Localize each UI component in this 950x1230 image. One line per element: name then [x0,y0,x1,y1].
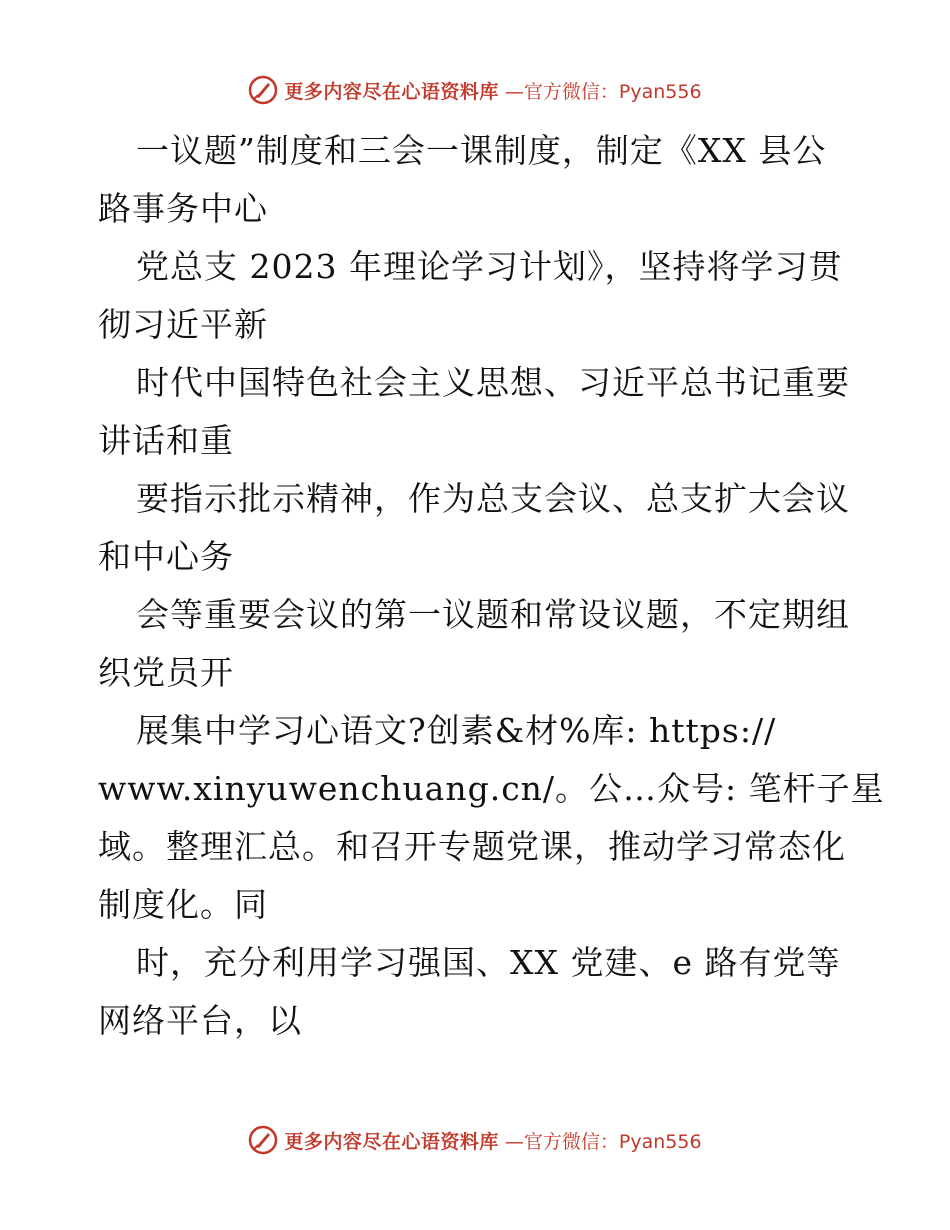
page-footer-watermark [0,1122,950,1158]
footer-promo-tail: —官方微信：Pyan556 [504,1130,702,1153]
text-line: 时，充分利用学习强国、XX 党建、e 路有党等 [136,943,841,982]
text-line: 展集中学习心语文?创素&材%库: https:// [136,711,777,750]
text-line: 讲话和重 [98,421,234,460]
header-promo-tail: —官方微信：Pyan556 [504,80,702,103]
text-line: www.xinyuwenchuang.cn/。公…众号: 笔杆子星 [98,769,885,808]
document-body [98,122,885,1050]
text-line: 网络平台，以 [98,1001,302,1040]
text-line: 和中心务 [98,537,234,576]
page-header-watermark [0,72,950,108]
text-line: 要指示批示精神，作为总支会议、总支扩大会议 [136,479,850,518]
text-line: 彻习近平新 [98,305,268,344]
quill-logo-icon [248,75,278,105]
quill-logo-icon [248,1125,278,1155]
text-line: 时代中国特色社会主义思想、习近平总书记重要 [136,363,850,402]
text-line: 织党员开 [98,653,234,692]
text-line: 一议题”制度和三会一课制度，制定《XX 县公 [136,131,827,170]
text-line: 路事务中心 [98,189,268,228]
header-promo-text: 更多内容尽在心语资料库 [284,80,499,103]
text-line: 制度化。同 [98,885,268,924]
footer-promo-text: 更多内容尽在心语资料库 [284,1130,499,1153]
text-line: 会等重要会议的第一议题和常设议题，不定期组 [136,595,850,634]
text-line: 党总支 2023 年理论学习计划》，坚持将学习贯 [136,247,843,286]
text-line: 域。整理汇总。和召开专题党课，推动学习常态化 [98,827,846,866]
